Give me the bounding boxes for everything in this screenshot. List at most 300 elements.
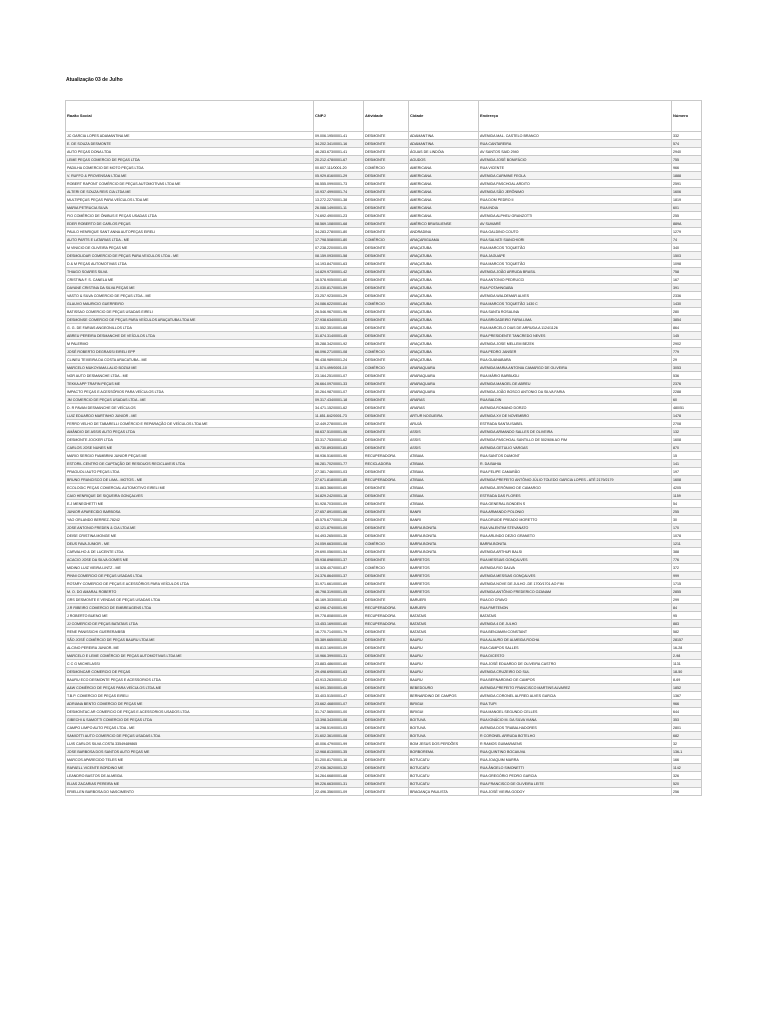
cell-cnpj: 05.389.665/0001-52	[314, 636, 364, 644]
cell-endereco: RUA ARMANDO POLONIO	[479, 508, 672, 516]
cell-cnpj: 24.086.622/0001-84	[314, 300, 364, 308]
cell-razao-social: DEISE CRISTINA MONGE ME	[66, 532, 314, 540]
cell-razao-social: J ROBERTO BUENO ME	[66, 612, 314, 620]
table-row	[66, 724, 702, 732]
cell-numero: 197	[672, 468, 702, 476]
cell-razao-social: E. DE SOUZA DESMONTE	[66, 140, 314, 148]
cell-numero: 870	[672, 444, 702, 452]
cell-endereco: AVENIDA ALPHEU GRANZOTTI	[479, 212, 672, 220]
cell-endereco: RUA ALAURO DE ALMEIDA ROCHA	[479, 636, 672, 644]
cell-numero: 480/51	[672, 404, 702, 412]
table-row	[66, 244, 702, 252]
cell-razao-social: AUTO PARTS E LATARIAS LTDA - ME	[66, 236, 314, 244]
cell-razao-social: ROBERT RAPONT COMÉRCIO DE PEÇAS AUTOMOTIVAS LTDA ME	[66, 180, 314, 188]
cell-cnpj: 34.283.278/0001-80	[314, 228, 364, 236]
table-row	[66, 764, 702, 772]
cell-endereco: AVENIDA DOS TRABALHADORES	[479, 724, 672, 732]
cell-cnpj: 96.438.989/0001-24	[314, 356, 364, 364]
cell-numero: 391	[672, 284, 702, 292]
table-row	[66, 588, 702, 596]
cell-razao-social: DESMOLIDAR COMERCIO DE PEÇAS PARA VEICULOS LTDA - ME	[66, 252, 314, 260]
table-row	[66, 276, 702, 284]
cell-cidade: ARAÇATUBA	[409, 292, 479, 300]
cell-cidade: BARRETOS	[409, 556, 479, 564]
header-razao-social: Razão Social	[66, 101, 314, 132]
cell-razao-social: EDER ROBERTO DE CARLOS PEÇAS	[66, 220, 314, 228]
cell-cnpj: 05.938.898/0001-37	[314, 556, 364, 564]
cell-endereco: ESTRADA SANTA ISABEL	[479, 420, 672, 428]
cell-numero: 95	[672, 612, 702, 620]
cell-cidade: ARAÇATUBA	[409, 300, 479, 308]
cell-cidade: AMERICANA	[409, 172, 479, 180]
cell-cnpj: 13.398.343/0001-08	[314, 716, 364, 724]
table-row	[66, 292, 702, 300]
table-row	[66, 548, 702, 556]
cell-numero: 332	[672, 132, 702, 140]
cell-cidade: ATIBAIA	[409, 468, 479, 476]
cell-razao-social: T.B.P. COMERCIO DE PEÇAS EIRELI	[66, 692, 314, 700]
cell-cidade: BRAGANÇA PAULISTA	[409, 788, 479, 796]
cell-cidade: ARARAQUARA	[409, 388, 479, 396]
cell-atividade: RECUPERADORA	[364, 620, 409, 628]
cell-numero: 582	[672, 628, 702, 636]
cell-cidade: AMÉRICO BRASILIENSE	[409, 220, 479, 228]
cell-cidade: BARRA BONITA	[409, 548, 479, 556]
cell-cidade: ARUJÁ	[409, 420, 479, 428]
cell-endereco: RUA JOSÉ VIEIRA GODOY	[479, 788, 672, 796]
cell-numero: 166	[672, 756, 702, 764]
cell-cnpj: 11.851.842/0001-73	[314, 412, 364, 420]
cell-atividade: DESMONTE	[364, 276, 409, 284]
cell-cidade: ASSIS	[409, 428, 479, 436]
cell-razao-social: JM COMERCIO DE PEÇAS USADAS LTDA - ME	[66, 396, 314, 404]
cell-cnpj: 17.798.508/0001-80	[314, 236, 364, 244]
companies-table	[65, 100, 702, 796]
cell-numero: 8-69	[672, 676, 702, 684]
cell-razao-social: ERIELLEN BARBOSA DO NASCIMENTO	[66, 788, 314, 796]
cell-atividade: COMÉRCIO	[364, 164, 409, 172]
table-row	[66, 644, 702, 652]
cell-numero: 1503	[672, 252, 702, 260]
cell-numero: 574	[672, 140, 702, 148]
cell-cidade: ATIBAIA	[409, 452, 479, 460]
cell-cidade: BARRETOS	[409, 588, 479, 596]
table-row	[66, 316, 702, 324]
cell-razao-social: JOSE BARBOSA DOS SANTOS AUTO PEÇAS ME	[66, 748, 314, 756]
cell-endereco: RUA VICENTE	[479, 164, 672, 172]
cell-endereco: RUA PRESIDENTE TANCREDO NEVES	[479, 332, 672, 340]
cell-razao-social: JOSE ANTONIO FREDEN & CIA LTDA ME	[66, 524, 314, 532]
cell-razao-social: LEME PEÇAS COMERCIO DE PEÇAS LTDA	[66, 156, 314, 164]
table-row	[66, 636, 702, 644]
cell-atividade: DESMONTE	[364, 404, 409, 412]
cell-atividade: DESMONTE	[364, 700, 409, 708]
cell-numero: 601	[672, 204, 702, 212]
cell-endereco: R RAMOS GUIMARAENS	[479, 740, 672, 748]
cell-atividade: RECICLADORA	[364, 460, 409, 468]
cell-atividade: RECUPERADORA	[364, 612, 409, 620]
cell-atividade: DESMONTE	[364, 228, 409, 236]
cell-cnpj: 62.098.474/0001-90	[314, 604, 364, 612]
cell-cnpj: 26.546.967/0001-96	[314, 308, 364, 316]
cell-numero: 15	[672, 452, 702, 460]
cell-endereco: AVENIDA MESSIAS GONÇALVES	[479, 572, 672, 580]
cell-atividade: DESMONTE	[364, 268, 409, 276]
cell-cnpj: 23.883.486/0001-60	[314, 660, 364, 668]
cell-atividade: DESMONTE	[364, 388, 409, 396]
cell-atividade: DESMONTE	[364, 308, 409, 316]
cell-razao-social: MARCELO E LEME COMÉRCIO DE PEÇAS AUTOMOTIVAS LTDA ME	[66, 652, 314, 660]
cell-endereco: RUA POTAHNGABA	[479, 284, 672, 292]
cell-atividade: DESMONTE	[364, 212, 409, 220]
cell-numero: 16-28	[672, 644, 702, 652]
cell-cnpj: 01.200.817/0001-16	[314, 756, 364, 764]
cell-razao-social: MARCELO MUKOYAMA LALIO BOZIUI ME	[66, 364, 314, 372]
cell-cidade: BAURU	[409, 636, 479, 644]
cell-numero: 326	[672, 772, 702, 780]
cell-cnpj: 46.169.303/0001-63	[314, 596, 364, 604]
cell-endereco: RUA CAMPOS SALLES	[479, 644, 672, 652]
cell-endereco: RUA PEDRO JANSER	[479, 348, 672, 356]
table-row	[66, 180, 702, 188]
table-row	[66, 412, 702, 420]
cell-numero: 2376	[672, 380, 702, 388]
table-row	[66, 564, 702, 572]
cell-cidade: BAURU	[409, 652, 479, 660]
cell-cidade: BAURU	[409, 676, 479, 684]
cell-cidade: AMERICANA	[409, 212, 479, 220]
cell-numero: 999	[672, 572, 702, 580]
cell-razao-social: LUIZ EDUARDO MARTINHO JUNIOR - ME	[66, 412, 314, 420]
cell-atividade: RECUPERADORA	[364, 476, 409, 484]
cell-atividade: DESMONTE	[364, 508, 409, 516]
cell-numero: 2708	[672, 420, 702, 428]
cell-numero: 145	[672, 332, 702, 340]
table-row	[66, 668, 702, 676]
cell-endereco: BARRA BONITA	[479, 540, 672, 548]
table-row	[66, 332, 702, 340]
table-row	[66, 524, 702, 532]
cell-atividade: DESMONTE	[364, 244, 409, 252]
cell-cnpj: 27.936.362/0001-32	[314, 764, 364, 772]
cell-razao-social: A&W COMÉRCIO DE PEÇAS PARA VEÍCULOS LTDA-ME	[66, 684, 314, 692]
table-row	[66, 660, 702, 668]
table-row	[66, 364, 702, 372]
cell-cidade: BOITUVA	[409, 716, 479, 724]
table-row	[66, 468, 702, 476]
cell-cidade: ARAÇATUBA	[409, 324, 479, 332]
cell-razao-social: MARIA PETRUCIA SILVA	[66, 204, 314, 212]
cell-numero: 1819	[672, 196, 702, 204]
cell-atividade: DESMONTE	[364, 708, 409, 716]
table-row	[66, 380, 702, 388]
cell-numero: 299	[672, 596, 702, 604]
cell-numero: 758	[672, 268, 702, 276]
cell-cnpj: 05.929.816/0001-29	[314, 172, 364, 180]
cell-endereco: AVENIDA ROMANO DORZO	[479, 404, 672, 412]
cell-atividade: DESMONTE	[364, 340, 409, 348]
cell-cidade: ARARAQUARA	[409, 364, 479, 372]
table-row	[66, 532, 702, 540]
cell-numero: 1888	[672, 172, 702, 180]
cell-cnpj: 08.936.516/0001-90	[314, 452, 364, 460]
cell-atividade: DESMONTE	[364, 252, 409, 260]
cell-razao-social: ROTARY COMERCIO DE PEÇAS E ACESSÓRIOS PARA VEÍCULOS LTDA	[66, 580, 314, 588]
cell-numero: 1098	[672, 260, 702, 268]
table-row	[66, 436, 702, 444]
cell-atividade: DESMONTE	[364, 356, 409, 364]
cell-endereco: RUA JOAQUIM MARRA	[479, 756, 672, 764]
cell-numero: 1131	[672, 660, 702, 668]
cell-cnpj: 10.966.399/0001-31	[314, 652, 364, 660]
cell-razao-social: MIDINO LUIZ VIEIRA LINTZ - ME	[66, 564, 314, 572]
cell-razao-social: AUTO PEÇAS DONA LTDA	[66, 148, 314, 156]
cell-cnpj: 31.971.661/0001-69	[314, 580, 364, 588]
cell-cidade: ATIBAIA	[409, 460, 479, 468]
cell-endereco: RUA QUINTINO BOCAIUVA	[479, 748, 672, 756]
cell-cidade: BERNARDINO DE CAMPOS	[409, 692, 479, 700]
cell-razao-social: PAULO HENRIQUE SANT ANNA AUTOPEÇAS EIRELI	[66, 228, 314, 236]
cell-numero: 2288	[672, 388, 702, 396]
cell-cnpj: 09.317.434/0001-18	[314, 396, 364, 404]
cell-atividade: DESMONTE	[364, 180, 409, 188]
cell-atividade: DESMONTE	[364, 556, 409, 564]
cell-atividade: DESMONTE	[364, 748, 409, 756]
cell-razao-social: RAFAELL VICENTE BORDINO ME	[66, 764, 314, 772]
cell-razao-social: FIO COMÉRCIO DE ÔNIBUS E PEÇAS USADAS LTDA	[66, 212, 314, 220]
cell-razao-social: PADILHA COMERCIO DE MOTO PEÇAS LTDA	[66, 164, 314, 172]
cell-numero: 755	[672, 156, 702, 164]
cell-razao-social: ABREU PEREIRA DESMANCHE DE VEÍCULOS LTDA	[66, 332, 314, 340]
cell-numero: 1211	[672, 540, 702, 548]
cell-cnpj: 27.381.746/0001-03	[314, 468, 364, 476]
cell-razao-social: JOSÉ ROBERTO DEGRASSI EIRELI EPP	[66, 348, 314, 356]
cell-cidade: BOTUCATU	[409, 772, 479, 780]
cell-cnpj: 33.317.753/0001-62	[314, 436, 364, 444]
cell-cnpj: 14.193.847/0001-63	[314, 260, 364, 268]
cell-numero: 2902	[672, 340, 702, 348]
cell-cnpj: 21.030.817/0001-59	[314, 284, 364, 292]
cell-numero: 1430	[672, 300, 702, 308]
cell-endereco: RUA SALVATI SIANCHIORI	[479, 236, 672, 244]
cell-cidade: ATIBAIA	[409, 492, 479, 500]
cell-cnpj: 34.829.242/0001-18	[314, 492, 364, 500]
cell-atividade: COMÉRCIO	[364, 564, 409, 572]
cell-cnpj: 45.575.677/0001-28	[314, 516, 364, 524]
cell-atividade: DESMONTE	[364, 260, 409, 268]
table-row	[66, 140, 702, 148]
table-row	[66, 396, 702, 404]
cell-atividade: DESMONTE	[364, 412, 409, 420]
cell-numero: 340	[672, 244, 702, 252]
table-row	[66, 716, 702, 724]
cell-numero: 74	[672, 236, 702, 244]
cell-cnpj: 21.602.361/0001-08	[314, 732, 364, 740]
cell-numero: 779	[672, 348, 702, 356]
cell-atividade: DESMONTE	[364, 732, 409, 740]
header-cnpj: CNPJ	[314, 101, 364, 132]
cell-endereco: RUA DO CRAVO	[479, 596, 672, 604]
cell-atividade: DESMONTE	[364, 572, 409, 580]
cell-cidade: ARAÇATUBA	[409, 260, 479, 268]
table-row	[66, 452, 702, 460]
cell-numero: 256	[672, 788, 702, 796]
cell-cidade: ARAÇARIGUAMA	[409, 236, 479, 244]
cell-cnpj: 11.574.499/0001-10	[314, 364, 364, 372]
cell-cidade: ARAÇATUBA	[409, 348, 479, 356]
table-row	[66, 788, 702, 796]
cell-atividade: DESMONTE	[364, 740, 409, 748]
cell-razao-social: ECOLOGIC PEÇAS COMERCIAL AUTOMOTIVO EIRELI ME	[66, 484, 314, 492]
cell-cidade: ADAMANTINA	[409, 132, 479, 140]
cell-endereco: RUA DRUIDE PREADO MORETTO	[479, 516, 672, 524]
cell-numero: 2591	[672, 180, 702, 188]
cell-atividade: DESMONTE	[364, 204, 409, 212]
cell-endereco: AVENIDA PREFEITO ANTÔNIO JÚLIO TOLEDO GARCIA LOPES - ATÉ 2179/2179	[479, 476, 672, 484]
cell-numero: 2801	[672, 724, 702, 732]
cell-razao-social: NGR AUTO DESMANCHE LTDA - ME	[66, 372, 314, 380]
cell-razao-social: BAURU ECO DESMONTE PEÇAS E ACESSORIOS LTDA	[66, 676, 314, 684]
table-row	[66, 404, 702, 412]
cell-cnpj: 10.528.407/0001-87	[314, 564, 364, 572]
cell-atividade: DESMONTE	[364, 524, 409, 532]
cell-numero: 644	[672, 708, 702, 716]
cell-atividade: DESMONTE	[364, 196, 409, 204]
cell-cidade: BAURU	[409, 644, 479, 652]
cell-atividade: RECUPERADORA	[364, 452, 409, 460]
cell-cnpj: 27.938.634/0001-03	[314, 316, 364, 324]
table-row	[66, 484, 702, 492]
cell-cidade: ARAÇATUBA	[409, 284, 479, 292]
cell-atividade: DESMONTE	[364, 396, 409, 404]
cell-cidade: ARAÇATUBA	[409, 276, 479, 284]
cell-razao-social: FERRO VELHO DE TABARELLI COMÉRCIO E REPARAÇÃO DE VEÍCULOS LTDA ME	[66, 420, 314, 428]
cell-cidade: ARAÇATUBA	[409, 252, 479, 260]
cell-endereco: AVENIDA MARIA ANTONIA CAMARGO DE OLIVEIRA	[479, 364, 672, 372]
cell-numero: 132	[672, 428, 702, 436]
cell-endereco: RUA VALENTIM STEVANATO	[479, 524, 672, 532]
cell-cidade: ARARAQUARA	[409, 380, 479, 388]
table-row	[66, 444, 702, 452]
cell-endereco: AVENIDA PASCHOAL ARDITO	[479, 180, 672, 188]
cell-numero: 255	[672, 212, 702, 220]
cell-cidade: ATIBAIA	[409, 484, 479, 492]
cell-razao-social: BATISSAO COMERCIO DE PEÇAS USADAS EIRELI	[66, 308, 314, 316]
cell-numero: 2855	[672, 588, 702, 596]
cell-cidade: BARRA BONITA	[409, 532, 479, 540]
cell-endereco: RUA FRANCISCO DE OLIVEIRA LEITE	[479, 780, 672, 788]
header-numero: Número	[672, 101, 702, 132]
cell-atividade: DESMONTE	[364, 220, 409, 228]
cell-atividade: DESMONTE	[364, 492, 409, 500]
cell-cidade: ARARAS	[409, 396, 479, 404]
cell-razao-social: CLINEU TEIXEIRA DA COSTA ARACATUBA - ME	[66, 356, 314, 364]
cell-numero: 2336	[672, 292, 702, 300]
cell-atividade: COMÉRCIO	[364, 540, 409, 548]
cell-cidade: ATIBAIA	[409, 476, 479, 484]
cell-razao-social: ELIAS ZACARIAS PEREIRA ME	[66, 780, 314, 788]
cell-numero: 966	[672, 164, 702, 172]
cell-cnpj: 40.006.479/0001-99	[314, 740, 364, 748]
cell-razao-social: M PALERMO	[66, 340, 314, 348]
table-row	[66, 476, 702, 484]
cell-numero: 889A	[672, 220, 702, 228]
cell-numero: 170	[672, 524, 702, 532]
cell-numero: 388	[672, 548, 702, 556]
cell-cnpj: 51.928.703/0001-09	[314, 500, 364, 508]
cell-cidade: ARAÇATUBA	[409, 308, 479, 316]
cell-cnpj: 33.403.515/0001-47	[314, 692, 364, 700]
cell-atividade: DESMONTE	[364, 372, 409, 380]
cell-endereco: RUA ANTONIO PEDRUCCI	[479, 276, 672, 284]
cell-endereco: RUA MARCOS TOQUETÃO 1430 C	[479, 300, 672, 308]
cell-cnpj: 05.813.169/0001-09	[314, 644, 364, 652]
table-row	[66, 260, 702, 268]
cell-endereco: RUA BERNARDINO DE CAMPOS	[479, 676, 672, 684]
cell-numero: 84	[672, 604, 702, 612]
cell-endereco: RUA SANTA ROSALINA	[479, 308, 672, 316]
cell-cnpj: 26.664.097/0001-33	[314, 380, 364, 388]
cell-cidade: ARAÇATUBA	[409, 268, 479, 276]
cell-cidade: BAURU	[409, 660, 479, 668]
cell-numero: 1478	[672, 412, 702, 420]
cell-razao-social: ESTORIL CENTRO DE CAPTAÇÃO DE RESIDUOS RECICLAVEIS LTDA	[66, 460, 314, 468]
cell-endereco: AVENIDA XV DE NOVEMBRO	[479, 412, 672, 420]
cell-razao-social: DESMONCAR COMERCIO DE PEÇAS	[66, 668, 314, 676]
cell-endereco: RUA TUPI	[479, 700, 672, 708]
cell-endereco: R CORONEL ARRUDA BOTELHO	[479, 732, 672, 740]
table-row	[66, 676, 702, 684]
page-title: Atualização 03 de Julho	[66, 77, 123, 83]
cell-cnpj: 27.657.891/0001-66	[314, 508, 364, 516]
cell-numero: 30	[672, 516, 702, 524]
table-row	[66, 284, 702, 292]
table-body	[66, 132, 702, 796]
header-atividade: Atividade	[364, 101, 409, 132]
cell-numero: 29	[672, 356, 702, 364]
table-row	[66, 252, 702, 260]
cell-endereco: AV SUMARÉ	[479, 220, 672, 228]
cell-cnpj: 10.937.499/0001-74	[314, 188, 364, 196]
cell-atividade: DESMONTE	[364, 444, 409, 452]
cell-atividade: DESMONTE	[364, 468, 409, 476]
table-row	[66, 612, 702, 620]
cell-atividade: DESMONTE	[364, 532, 409, 540]
cell-cnpj: 14.829.973/0001-42	[314, 268, 364, 276]
cell-razao-social: DESMONSE COMERCIO DE PEÇAS PARA VEÍCULOS ARAÇATUBA LTDA ME	[66, 316, 314, 324]
cell-endereco: AVENIDA RIO DALVA	[479, 564, 672, 572]
cell-cnpj: 29.690.056/0001-54	[314, 548, 364, 556]
cell-cnpj: 06.281.702/0001-77	[314, 460, 364, 468]
cell-razao-social: AMÂNDIO DE ASSIS AUTO PEÇAS LTDA	[66, 428, 314, 436]
cell-numero: 4205	[672, 484, 702, 492]
cell-cnpj: 30.264.987/0001-07	[314, 388, 364, 396]
cell-razao-social: G. G. DE FARIAS ANGEONILLOS LTDA	[66, 324, 314, 332]
cell-endereco: AVENIDA CRUZEIRO DO SUL	[479, 668, 672, 676]
table-row	[66, 188, 702, 196]
cell-cidade: ARTUR NOGUEIRA	[409, 412, 479, 420]
cell-razao-social: PINNI COMERCIO DE PEÇAS USADAS LTDA	[66, 572, 314, 580]
cell-atividade: DESMONTE	[364, 660, 409, 668]
cell-razao-social: MARIO SERGIO FIAMBRINI JUNIOR PEÇAS ME	[66, 452, 314, 460]
cell-razao-social: LEANDRO BASTOS DE ALMEIDA	[66, 772, 314, 780]
cell-numero: 167	[672, 276, 702, 284]
cell-endereco: RUA JAGUAPE	[479, 252, 672, 260]
cell-cidade: BARRETOS	[409, 580, 479, 588]
cell-cidade: BANRI	[409, 508, 479, 516]
cell-cidade: ARARAQUARA	[409, 372, 479, 380]
table-row	[66, 516, 702, 524]
